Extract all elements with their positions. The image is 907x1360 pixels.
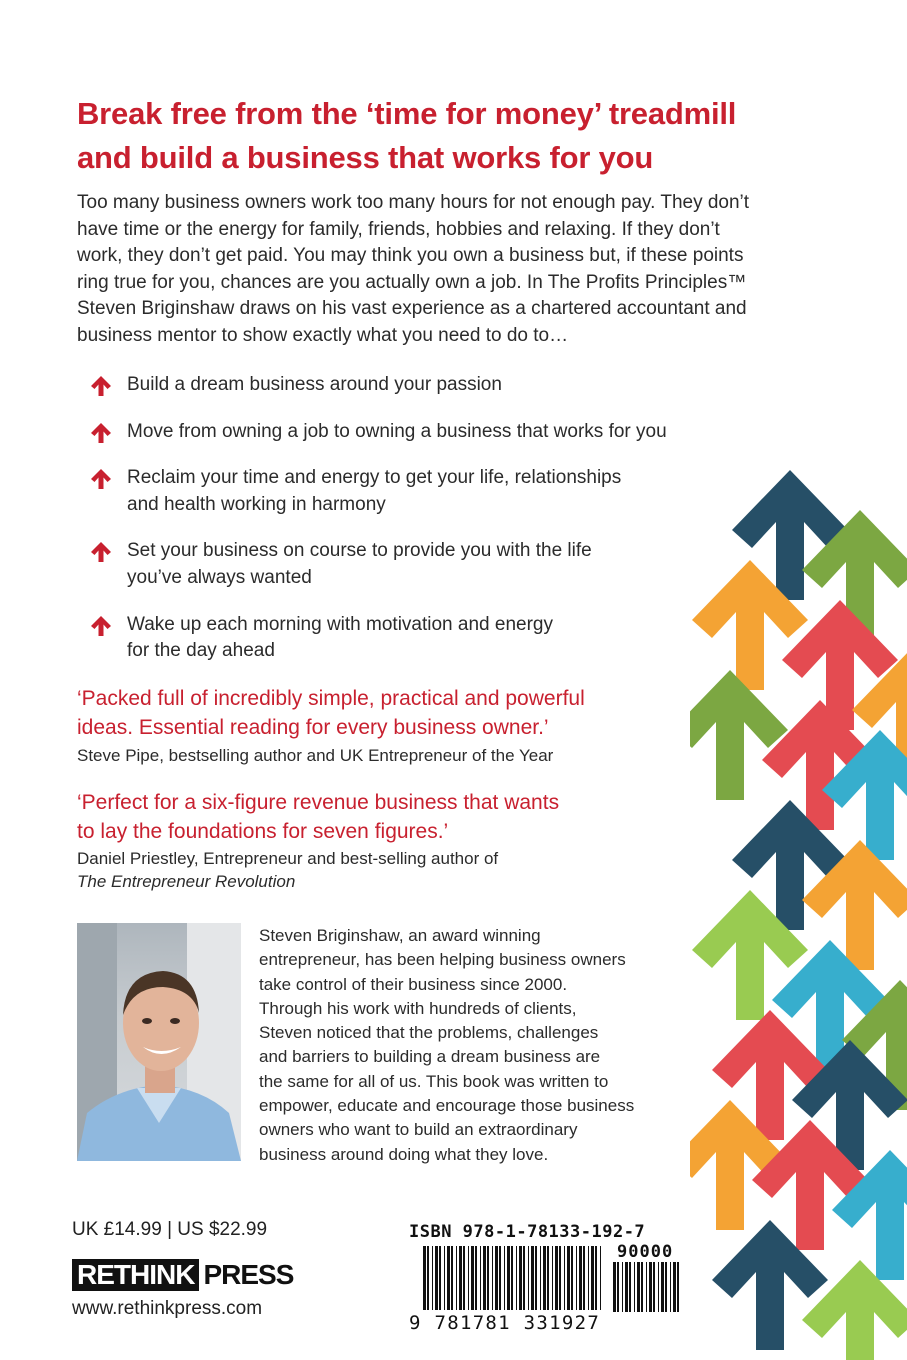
benefit-text: Set your business on course to provide you with the life <box>127 540 592 562</box>
quote-line: to lay the foundations for seven figures.’ <box>77 820 449 843</box>
benefit-list <box>90 372 730 665</box>
red-arrow-icon <box>90 615 112 637</box>
bio-line: owners who want to build an extraordinary <box>259 1120 578 1140</box>
bio-line: the same for all of us. This book was written to <box>259 1071 609 1091</box>
red-arrow-icon <box>90 468 112 490</box>
price-label: UK £14.99 | US $22.99 <box>72 1219 268 1240</box>
intro-line: ring true for you, chances are you actually own a job. In The Profits Principles™ <box>77 271 747 293</box>
author-bio <box>259 924 669 1167</box>
isbn-text: ISBN 978-1-78133-192-7 <box>409 1222 646 1242</box>
barcode-bars <box>423 1246 603 1310</box>
bio-line: Steven Briginshaw, an award winning <box>259 926 541 945</box>
benefit-item <box>90 372 730 399</box>
benefit-item <box>90 465 730 518</box>
book-title: The Entrepreneur Revolution <box>77 872 296 891</box>
intro-line: Too many business owners work too many hours for not enough pay. They don’t <box>77 192 750 213</box>
headline-line-2: and build a business that works for you <box>77 140 654 175</box>
endorsement-quote <box>77 788 677 846</box>
benefit-text: Reclaim your time and energy to get your life, relationships <box>127 467 622 489</box>
bio-line: empower, educate and encourage those business <box>259 1096 635 1116</box>
red-arrow-icon <box>90 541 112 563</box>
headline-line-1: Break free from the ‘time for money’ treadmill <box>77 96 737 131</box>
decorative-arrows <box>690 460 907 1360</box>
logo-rethink: RETHINK <box>72 1259 199 1291</box>
intro-line: work, they don’t get paid. You may think you own a business but, if these points <box>77 245 744 267</box>
endorsement-attribution <box>77 847 677 893</box>
bio-line: entrepreneur, has been helping business owners <box>259 950 626 970</box>
bio-line: Through his work with hundreds of clients, <box>259 998 577 1018</box>
quote-line: ‘Perfect for a six-figure revenue business that wants <box>77 791 560 814</box>
author-photo <box>77 923 241 1161</box>
endorsement-quote <box>77 684 677 742</box>
benefit-item <box>90 419 730 446</box>
benefit-text: and health working in harmony <box>127 493 386 515</box>
benefit-item <box>90 612 730 665</box>
attribution-text: Daniel Priestley, Entrepreneur and best-selling author of <box>77 849 499 868</box>
author-portrait-illustration <box>77 923 241 1161</box>
benefit-text: Wake up each morning with motivation and energy <box>127 613 553 635</box>
attribution-text: Steve Pipe, bestselling author and UK Entrepreneur of the Year <box>77 746 554 765</box>
barcode-addon-bars <box>613 1262 681 1312</box>
endorsement-attribution <box>77 744 677 767</box>
intro-paragraph <box>77 190 797 350</box>
benefit-text: Build a dream business around your passion <box>127 374 502 395</box>
intro-line: have time or the energy for family, friends, hobbies and relaxing. If they don’t <box>77 218 720 240</box>
bio-line: business around doing what they love. <box>259 1144 549 1164</box>
barcode-digits: 9 781781 331927 <box>409 1312 601 1334</box>
publisher-logo <box>72 1259 293 1291</box>
intro-line: Steven Briginshaw draws on his vast experience as a chartered accountant and <box>77 298 747 320</box>
publisher-url: www.rethinkpress.com <box>72 1298 263 1319</box>
red-arrow-icon <box>90 375 112 397</box>
intro-line: business mentor to show exactly what you need to do to… <box>77 324 569 346</box>
benefit-text: you’ve always wanted <box>127 566 312 588</box>
headline <box>77 92 877 180</box>
quote-line: ideas. Essential reading for every business owner.’ <box>77 716 549 739</box>
bio-line: Steven noticed that the problems, challenges <box>259 1023 599 1043</box>
quote-line: ‘Packed full of incredibly simple, practical and powerful <box>77 687 585 710</box>
benefit-text: Move from owning a job to owning a business that works for you <box>127 420 667 442</box>
red-arrow-icon <box>90 422 112 444</box>
bio-line: take control of their business since 2000. <box>259 974 568 994</box>
logo-press: PRESS <box>203 1259 294 1290</box>
benefit-text: for the day ahead <box>127 640 275 662</box>
barcode-addon-code: 90000 <box>617 1242 674 1262</box>
benefit-item <box>90 538 730 591</box>
bio-line: and barriers to building a dream business are <box>259 1047 601 1067</box>
